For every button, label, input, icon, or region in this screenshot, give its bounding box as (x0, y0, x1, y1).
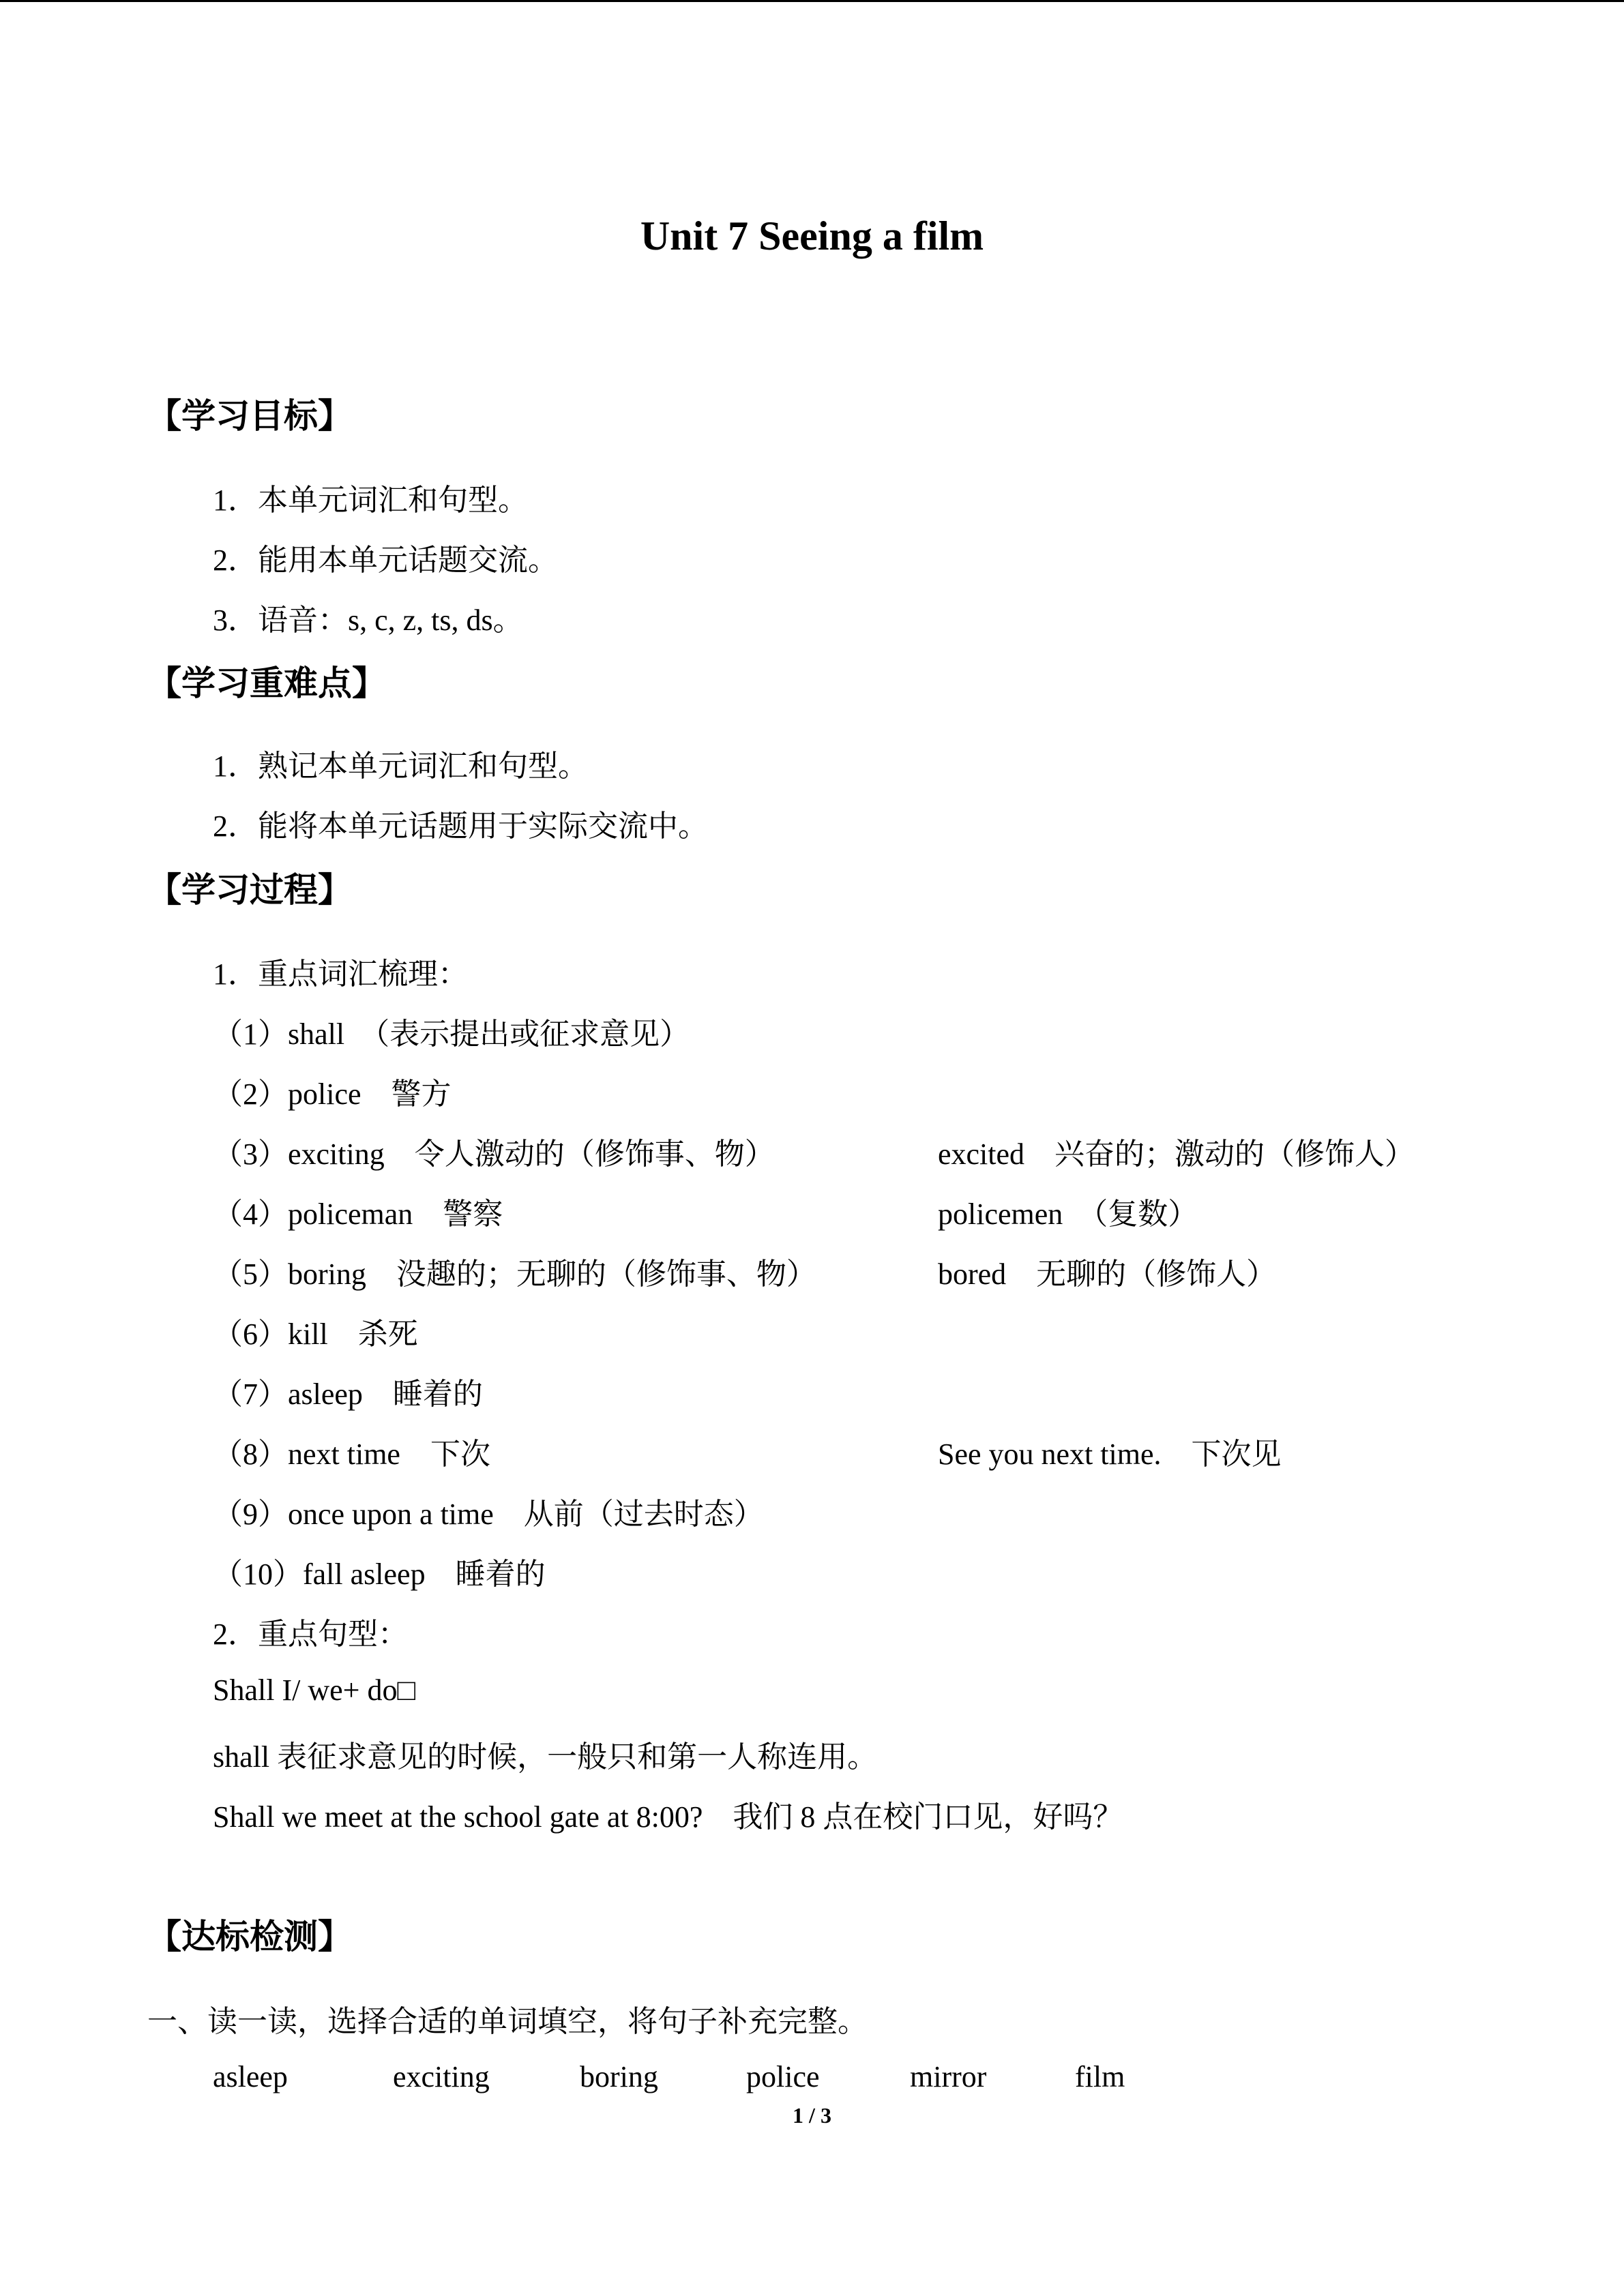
vocab-item: （7）asleep 睡着的 (213, 1377, 483, 1411)
vocab-item: （6）kill 杀死 (213, 1317, 418, 1351)
vocab-item: （4）policeman 警察 (213, 1197, 503, 1231)
word-bank-item: boring (580, 2060, 658, 2093)
sentence-item: Shall I/ we+ do□ (213, 1673, 416, 1707)
goal-item: 3．语音：s, c, z, ts, ds。 (213, 603, 523, 637)
heading-test: 【达标检测】 (147, 1917, 352, 1956)
key-point-item: 1．熟记本单元词汇和句型。 (213, 749, 588, 783)
vocab-item-related: excited 兴奋的；激动的（修饰人） (938, 1137, 1415, 1171)
key-point-item: 2．能将本单元话题用于实际交流中。 (213, 809, 708, 843)
vocab-item: （9）once upon a time 从前（过去时态） (213, 1497, 764, 1531)
sentence-item: Shall we meet at the school gate at 8:00? 我们 8 点在校门口见，好吗？ (213, 1800, 1123, 1834)
vocab-item-related: bored 无聊的（修饰人） (938, 1257, 1277, 1291)
vocab-item: （8）next time 下次 (213, 1437, 490, 1471)
heading-goals: 【学习目标】 (147, 396, 352, 436)
goal-item: 1．本单元词汇和句型。 (213, 483, 528, 517)
sentence-title: 2．重点句型： (213, 1617, 408, 1651)
vocab-title: 1．重点词汇梳理： (213, 957, 468, 991)
word-bank-item: police (746, 2060, 820, 2093)
test-instruction: 一、读一读，选择合适的单词填空，将句子补充完整。 (147, 2005, 868, 2038)
vocab-item-related: policemen （复数） (938, 1197, 1198, 1231)
page-title: Unit 7 Seeing a film (640, 213, 984, 258)
word-bank-item: film (1075, 2060, 1125, 2093)
vocab-item: （5）boring 没趣的；无聊的（修饰事、物） (213, 1257, 816, 1291)
goal-item: 2．能用本单元话题交流。 (213, 543, 558, 577)
vocab-item: （10）fall asleep 睡着的 (213, 1557, 546, 1591)
word-bank-item: exciting (393, 2060, 490, 2093)
top-border (0, 0, 1624, 2)
vocab-item: （2）police 警方 (213, 1077, 452, 1111)
vocab-item-related: See you next time. 下次见 (938, 1437, 1282, 1471)
word-bank-item: mirror (910, 2060, 987, 2093)
heading-key-points: 【学习重难点】 (147, 664, 386, 703)
sentence-item: shall 表征求意见的时候，一般只和第一人称连用。 (213, 1740, 878, 1774)
vocab-item: （3）exciting 令人激动的（修饰事、物） (213, 1137, 775, 1171)
page-number: 1 / 3 (793, 2103, 831, 2128)
word-bank-item: asleep (213, 2060, 288, 2093)
vocab-item: （1）shall （表示提出或征求意见） (213, 1017, 690, 1051)
heading-process: 【学习过程】 (147, 870, 352, 910)
